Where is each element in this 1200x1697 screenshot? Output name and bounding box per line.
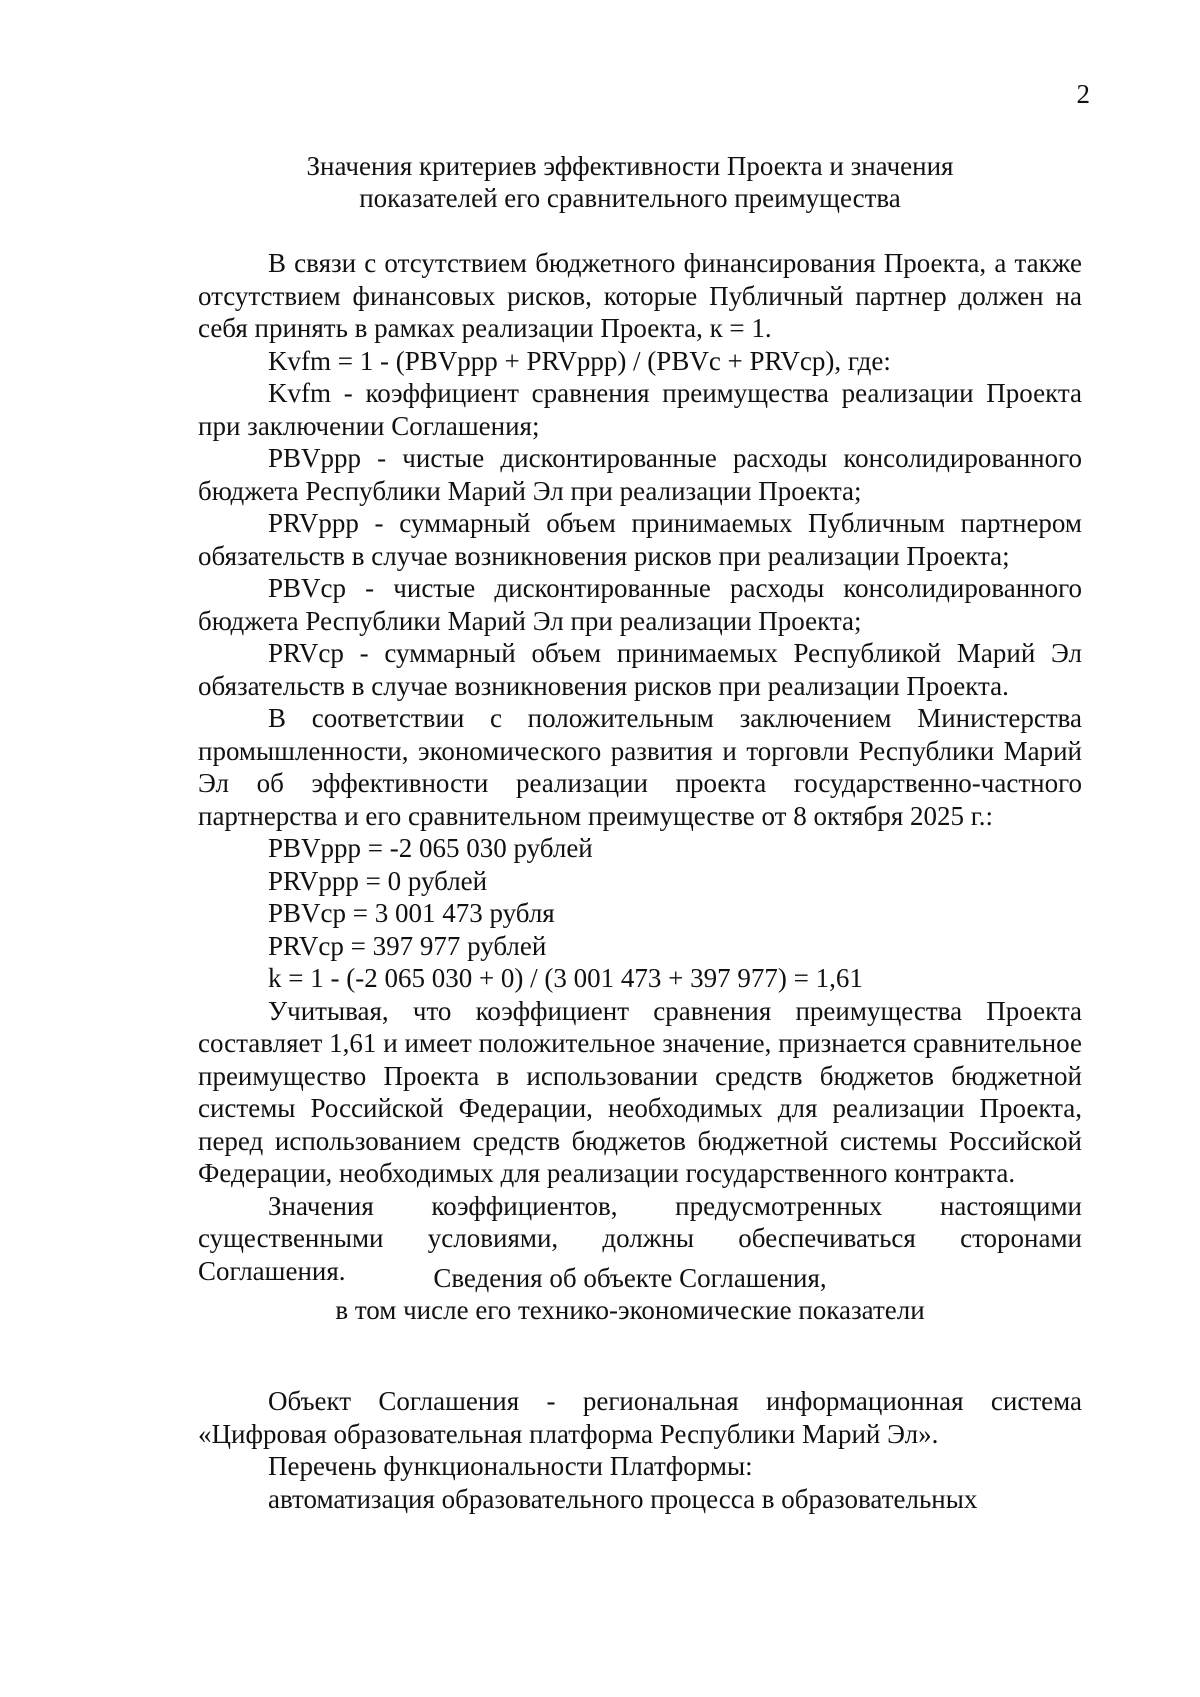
paragraph: Перечень функциональности Платформы: <box>268 1451 753 1481</box>
page-number: 2 <box>1076 79 1090 109</box>
object-text-block <box>198 1385 1082 1515</box>
value-prvppp: PRVppp = 0 рублей <box>268 865 488 896</box>
heading-line: показателей его сравнительного преимущества <box>359 183 901 213</box>
heading-line: в том числе его технико-экономические показатели <box>335 1295 925 1325</box>
efficiency-text-block <box>198 247 1082 1287</box>
value-prvcp: PRVcp = 397 977 рублей <box>268 930 547 961</box>
value-pbvcp: PBVcp = 3 001 473 рубля <box>268 898 555 928</box>
paragraph: В соответствии с положительным заключением Министерства промышленности, экономического развития и торговли Республики Марий Эл об эффективности реализации проекта государственно-частного партнерства и его сравнительном преимуществе от 8 октября 2025 г.: <box>198 703 1082 831</box>
paragraph: Учитывая, что коэффициент сравнения преимущества Проекта составляет 1,61 и имеет положительное значение, признается сравнительное преимущество Проекта в использовании средств бюджетов бюджетной системы Российской Федерации, необходимых для реализации Проекта, перед использованием средств бюджетов бюджетной системы Российской Федерации, необходимых для реализации государственного контракта. <box>198 995 1082 1188</box>
paragraph: автоматизация образовательного процесса в образовательных <box>268 1483 978 1514</box>
paragraph: PBVppp - чистые дисконтированные расходы консолидированного бюджета Республики Марий Эл при реализации Проекта; <box>198 443 1082 506</box>
paragraph: Kvfm - коэффициент сравнения преимущества реализации Проекта при заключении Соглашения; <box>198 378 1082 441</box>
heading-line: Значения критериев эффективности Проекта и значения <box>306 151 954 181</box>
section-heading-object <box>180 1262 1080 1326</box>
formula-kvfm: Kvfm = 1 - (PBVppp + PRVppp) / (PBVc + PRVcp), где: <box>268 345 891 376</box>
formula-k: k = 1 - (-2 065 030 + 0) / (3 001 473 + 397 977) = 1,61 <box>268 963 863 993</box>
section-heading-efficiency <box>180 150 1080 214</box>
paragraph: В связи с отсутствием бюджетного финансирования Проекта, а также отсутствием финансовых рисков, которые Публичный партнер должен на себя принять в рамках реализации Проекта, к = 1. <box>198 248 1082 343</box>
paragraph: Значения коэффициентов, предусмотренных настоящими существенными условиями, должны обеспечиваться сторонами Соглашения. <box>198 1190 1082 1286</box>
heading-line: Сведения об объекте Соглашения, <box>433 1263 827 1293</box>
paragraph: PRVcp - суммарный объем принимаемых Республикой Марий Эл обязательств в случае возникновения рисков при реализации Проекта. <box>198 638 1082 701</box>
value-pbvppp: PBVppp = -2 065 030 рублей <box>268 833 593 863</box>
paragraph: PBVcp - чистые дисконтированные расходы консолидированного бюджета Республики Марий Эл при реализации Проекта; <box>198 573 1082 636</box>
paragraph: PRVppp - суммарный объем принимаемых Публичным партнером обязательств в случае возникновения рисков при реализации Проекта; <box>198 508 1082 571</box>
paragraph: Объект Соглашения - региональная информационная система «Цифровая образовательная платформа Республики Марий Эл». <box>198 1386 1082 1449</box>
